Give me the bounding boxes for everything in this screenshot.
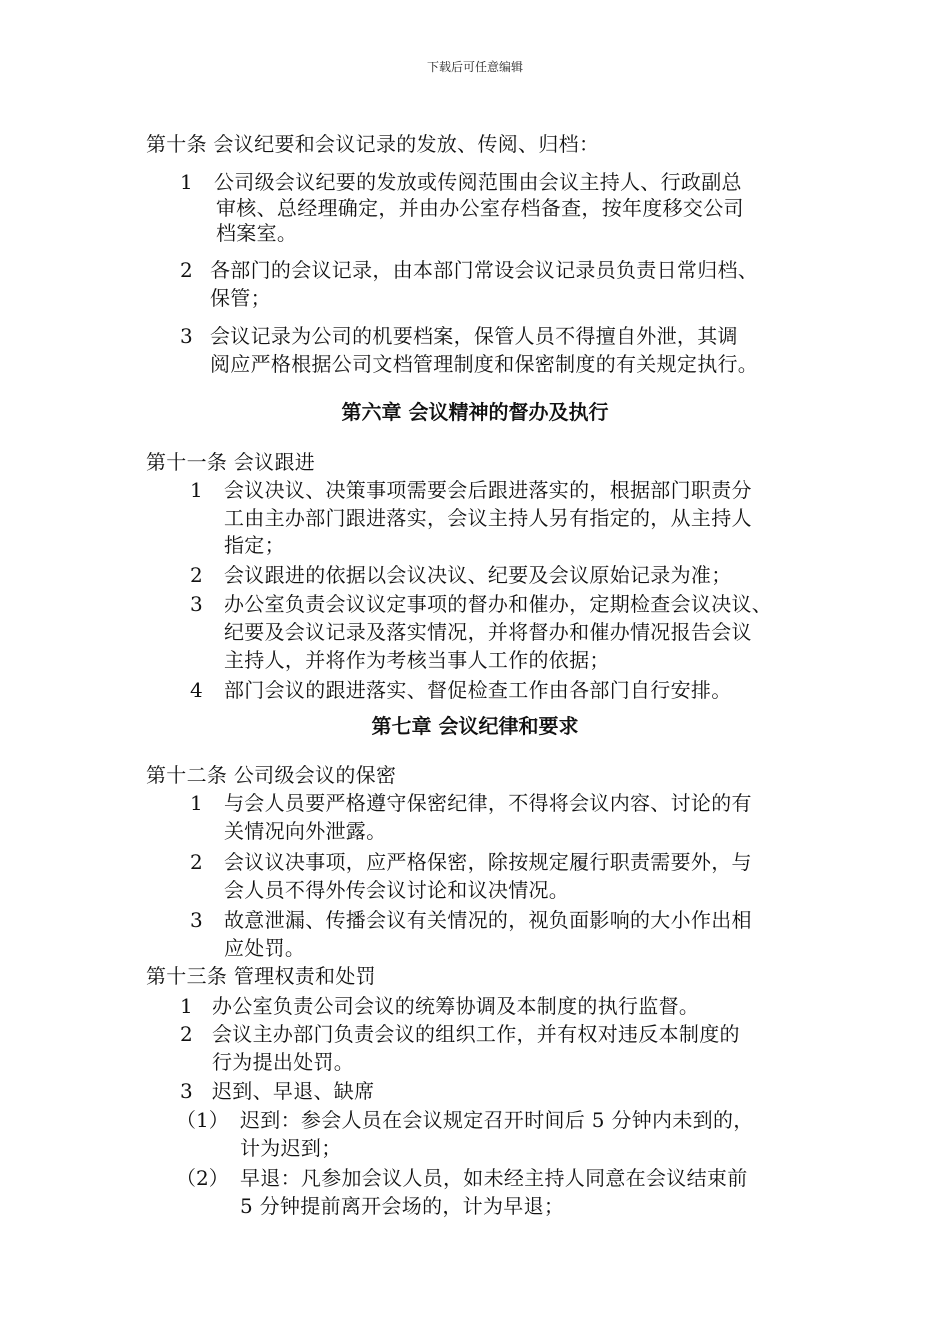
item-number: 1 (190, 791, 203, 815)
subitem-line: 计为迟到； (240, 1136, 342, 1160)
article-13-title: 第十三条 管理权责和处罚 (146, 964, 376, 988)
item-number: 2 (190, 850, 203, 874)
item-line: 部门会议的跟进落实、督促检查工作由各部门自行安排。 (224, 678, 732, 702)
item-number: 3 (180, 1079, 193, 1103)
item-number: 4 (190, 678, 203, 702)
chapter-7-heading: 第七章 会议纪律和要求 (371, 714, 579, 738)
item-line: 公司级会议纪要的发放或传阅范围由会议主持人、行政副总 (214, 170, 742, 194)
item-line: 工由主办部门跟进落实，会议主持人另有指定的，从主持人 (224, 506, 752, 530)
subitem-line: 早退：凡参加会议人员，如未经主持人同意在会议结束前 (240, 1166, 748, 1190)
item-line: 保管； (210, 286, 271, 310)
item-line: 关情况向外泄露。 (224, 819, 387, 843)
item-line: 会人员不得外传会议讨论和议决情况。 (224, 878, 570, 902)
item-line: 应处罚。 (224, 936, 306, 960)
item-line: 迟到、早退、缺席 (212, 1079, 375, 1103)
item-number: 2 (180, 258, 193, 282)
chapter-6-heading: 第六章 会议精神的督办及执行 (341, 400, 609, 424)
item-line: 办公室负责公司会议的统筹协调及本制度的执行监督。 (212, 994, 700, 1018)
item-number: 1 (180, 994, 193, 1018)
item-line: 会议议决事项，应严格保密，除按规定履行职责需要外，与 (224, 850, 752, 874)
item-line: 办公室负责会议议定事项的督办和催办，定期检查会议决议、 (224, 592, 773, 616)
page-header: 下载后可任意编辑 (426, 60, 523, 74)
article-10-title: 第十条 会议纪要和会议记录的发放、传阅、归档： (146, 132, 600, 156)
item-line: 会议记录为公司的机要档案，保管人员不得擅自外泄，其调 (210, 324, 738, 348)
item-line: 会议决议、决策事项需要会后跟进落实的，根据部门职责分 (224, 478, 752, 502)
article-12-title: 第十二条 公司级会议的保密 (146, 763, 397, 787)
item-line: 与会人员要严格遵守保密纪律，不得将会议内容、讨论的有 (224, 791, 752, 815)
item-line: 会议跟进的依据以会议决议、纪要及会议原始记录为准； (224, 563, 732, 587)
subitem-line: 5 分钟提前离开会场的，计为早退； (240, 1194, 565, 1218)
item-line: 各部门的会议记录，由本部门常设会议记录员负责日常归档、 (210, 258, 759, 282)
item-number: 1 (190, 478, 203, 502)
item-line: 主持人，并将作为考核当事人工作的依据； (224, 648, 610, 672)
item-line: 会议主办部门负责会议的组织工作，并有权对违反本制度的 (212, 1022, 740, 1046)
item-line: 指定； (224, 533, 285, 557)
item-line: 档案室。 (216, 221, 298, 245)
item-number: 1 (180, 170, 193, 194)
subitem-number: （2） (176, 1166, 229, 1190)
item-number: 3 (180, 324, 193, 348)
subitem-line: 迟到：参会人员在会议规定召开时间后 5 分钟内未到的， (240, 1108, 754, 1132)
item-line: 阅应严格根据公司文档管理制度和保密制度的有关规定执行。 (210, 352, 759, 376)
item-number: 2 (190, 563, 203, 587)
article-11-title: 第十一条 会议跟进 (146, 450, 316, 474)
item-line: 故意泄漏、传播会议有关情况的，视负面影响的大小作出相 (224, 908, 752, 932)
item-number: 2 (180, 1022, 193, 1046)
item-line: 纪要及会议记录及落实情况，并将督办和催办情况报告会议 (224, 620, 752, 644)
item-number: 3 (190, 592, 203, 616)
subitem-number: （1） (176, 1108, 229, 1132)
item-number: 3 (190, 908, 203, 932)
item-line: 行为提出处罚。 (212, 1050, 355, 1074)
item-line: 审核、总经理确定，并由办公室存档备查，按年度移交公司 (216, 196, 744, 220)
